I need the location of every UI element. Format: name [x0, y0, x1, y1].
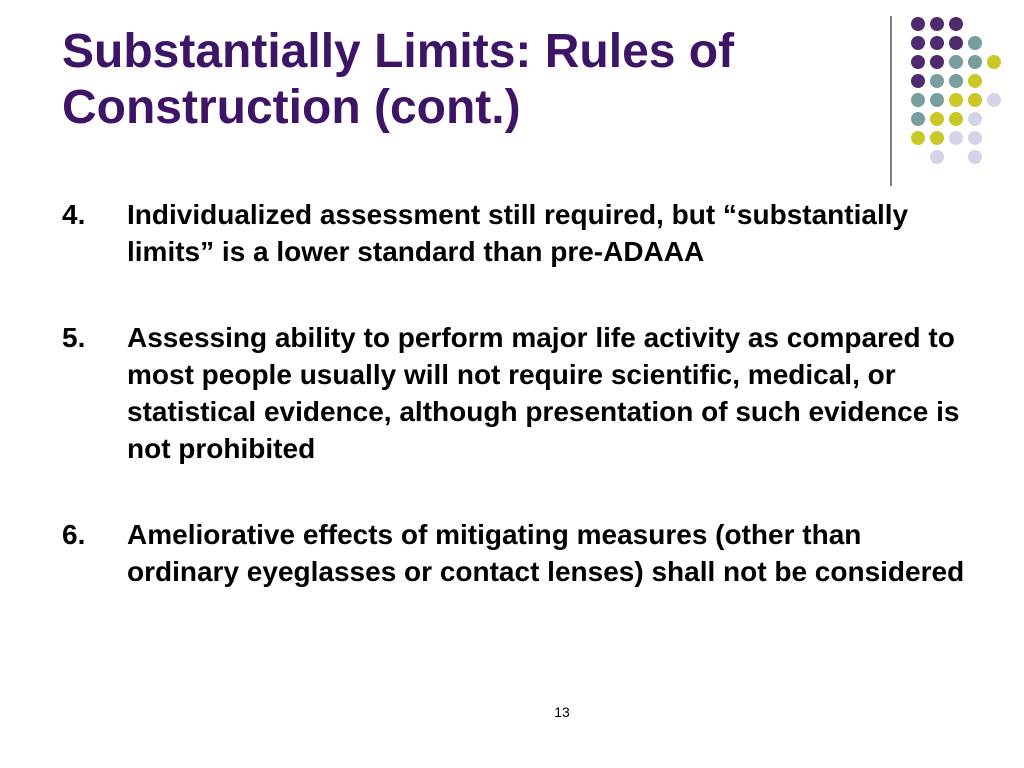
decorative-dot	[949, 36, 963, 50]
decorative-dot	[911, 55, 925, 69]
list-item-text: Assessing ability to perform major life activity as compared to most people usually will not require scientific, medical, or statistical evidence, although presentation of such evidence is not prohibited	[127, 322, 960, 464]
decorative-dot	[911, 36, 925, 50]
decorative-dot	[949, 93, 963, 107]
numbered-list	[62, 196, 972, 590]
list-item	[62, 516, 972, 590]
decorative-dot	[968, 74, 982, 88]
decorative-dot	[930, 36, 944, 50]
decorative-dot	[911, 131, 925, 145]
title-divider-line	[890, 16, 892, 186]
decorative-dot	[949, 55, 963, 69]
decorative-dot	[968, 131, 982, 145]
decorative-dot	[949, 17, 963, 31]
decorative-dot	[930, 74, 944, 88]
decorative-dot	[987, 55, 1001, 69]
decorative-dot	[930, 17, 944, 31]
decorative-dot	[968, 150, 982, 164]
decorative-dot	[930, 55, 944, 69]
decorative-dot	[968, 112, 982, 126]
slide-title: Substantially Limits: Rules of Construction (cont.)	[62, 25, 735, 134]
decorative-dot	[968, 36, 982, 50]
decorative-dot	[968, 55, 982, 69]
decorative-dot	[949, 112, 963, 126]
decorative-dot	[911, 93, 925, 107]
decorative-dot	[930, 150, 944, 164]
page-number: 13	[554, 704, 570, 720]
decorative-dot	[930, 112, 944, 126]
decorative-dot	[968, 93, 982, 107]
decorative-dot	[911, 17, 925, 31]
list-item-text: Ameliorative effects of mitigating measures (other than ordinary eyeglasses or contact lenses) shall not be considered	[127, 519, 965, 587]
list-item	[62, 319, 972, 467]
decorative-dot	[930, 93, 944, 107]
list-item	[62, 196, 972, 270]
list-item-number: 4.	[62, 199, 86, 230]
decorative-dot	[987, 93, 1001, 107]
decorative-dot	[911, 74, 925, 88]
decorative-dot	[930, 131, 944, 145]
list-item-text: Individualized assessment still required, but “substantially limits” is a lower standard than pre-ADAAA	[127, 199, 909, 267]
decorative-dot	[911, 112, 925, 126]
decorative-dot	[949, 74, 963, 88]
decorative-dot	[949, 131, 963, 145]
list-item-number: 5.	[62, 322, 86, 353]
list-item-number: 6.	[62, 519, 86, 550]
